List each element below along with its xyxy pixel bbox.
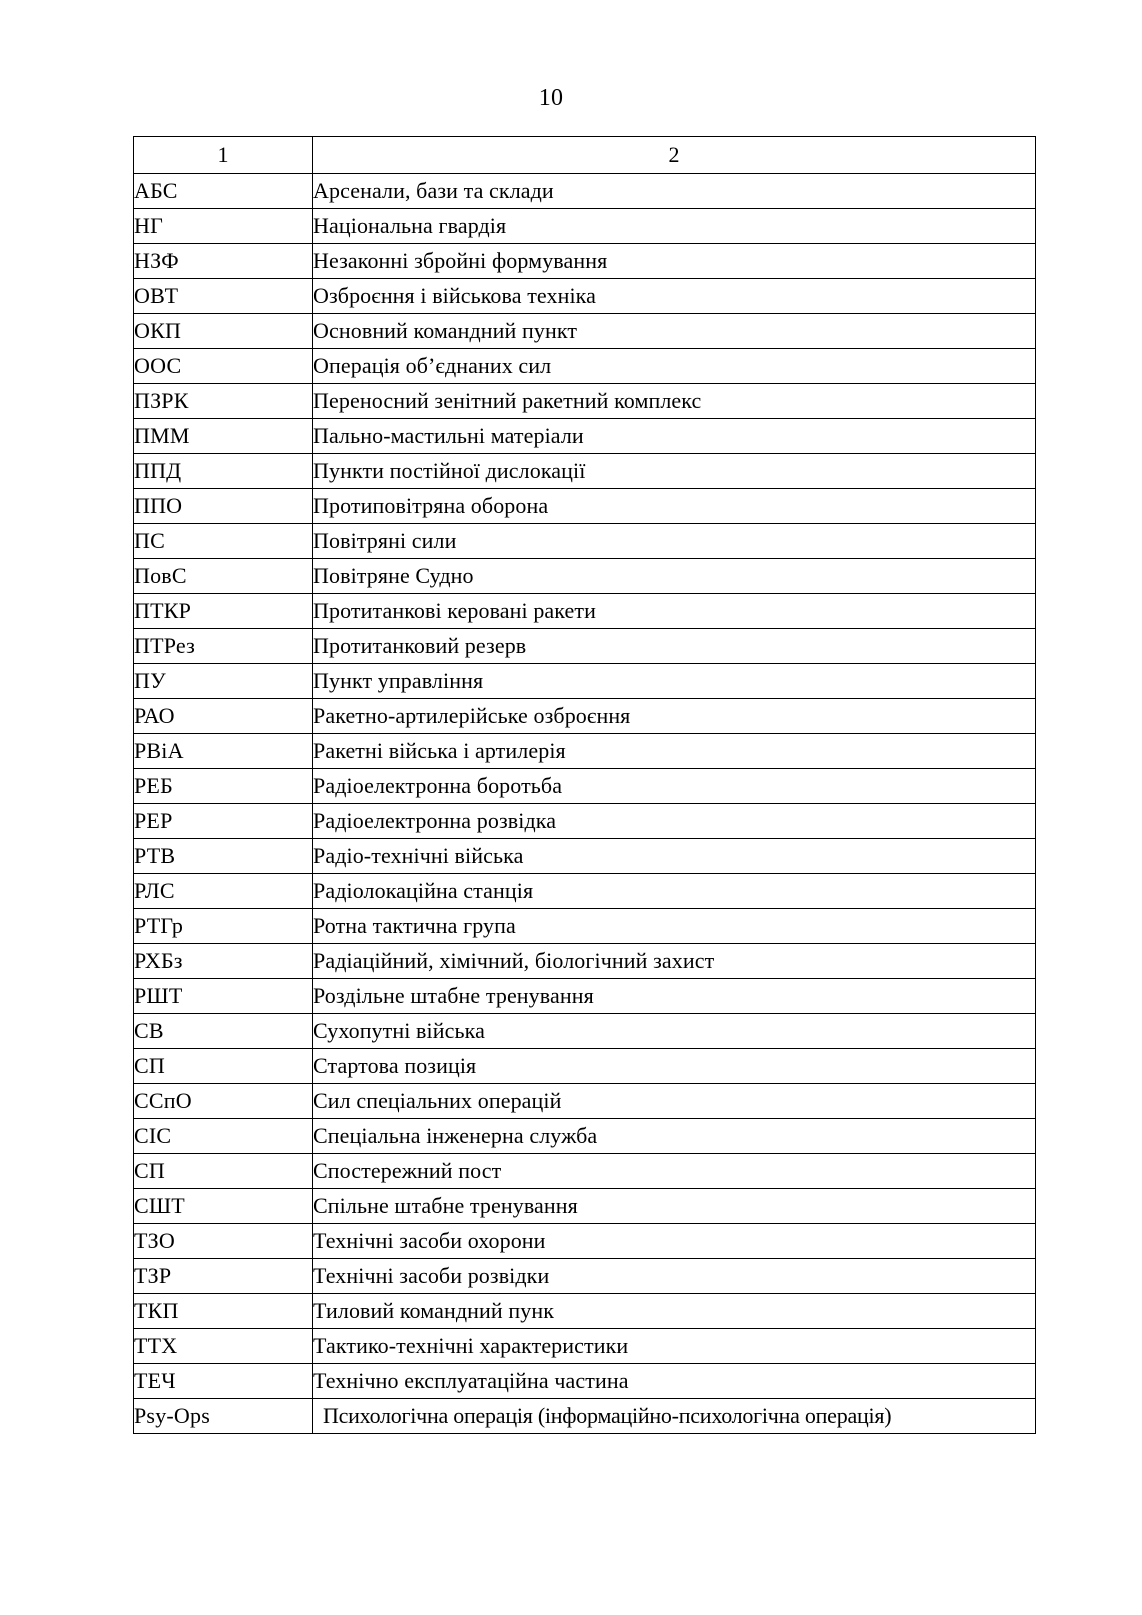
abbreviation-cell: ПММ — [134, 419, 313, 454]
abbreviation-cell: ПТКР — [134, 594, 313, 629]
table-row — [134, 1224, 1036, 1259]
description-cell: Технічні засоби розвідки — [313, 1259, 1036, 1294]
abbreviation-cell: ОКП — [134, 314, 313, 349]
description-cell: Національна гвардія — [313, 209, 1036, 244]
table-row — [134, 769, 1036, 804]
abbreviation-cell: ТЕЧ — [134, 1364, 313, 1399]
abbreviation-cell: ТЗО — [134, 1224, 313, 1259]
table-row — [134, 909, 1036, 944]
abbreviation-cell: РЕБ — [134, 769, 313, 804]
description-cell: Пункт управління — [313, 664, 1036, 699]
table-body — [134, 174, 1036, 1434]
abbreviation-cell: НЗФ — [134, 244, 313, 279]
abbreviation-cell: ППД — [134, 454, 313, 489]
abbreviation-cell: РХБз — [134, 944, 313, 979]
table-row — [134, 1364, 1036, 1399]
abbreviation-cell: РТГр — [134, 909, 313, 944]
table-row — [134, 1259, 1036, 1294]
table-row — [134, 174, 1036, 209]
description-cell: Ракетні війська і артилерія — [313, 734, 1036, 769]
description-cell: Технічні засоби охорони — [313, 1224, 1036, 1259]
table-row — [134, 1189, 1036, 1224]
table-row — [134, 559, 1036, 594]
table-row — [134, 594, 1036, 629]
table-row — [134, 629, 1036, 664]
abbreviation-cell: ПУ — [134, 664, 313, 699]
table-row — [134, 314, 1036, 349]
table-header-row — [134, 137, 1036, 174]
abbreviation-cell: ПТРез — [134, 629, 313, 664]
description-cell: Роздільне штабне тренування — [313, 979, 1036, 1014]
table-row — [134, 944, 1036, 979]
table-row — [134, 489, 1036, 524]
table-header — [134, 137, 1036, 174]
description-cell: Незаконні збройні формування — [313, 244, 1036, 279]
abbreviation-cell: РШТ — [134, 979, 313, 1014]
description-cell: Сил спеціальних операцій — [313, 1084, 1036, 1119]
description-cell: Тактико-технічні характеристики — [313, 1329, 1036, 1364]
abbreviation-cell: ППО — [134, 489, 313, 524]
abbreviation-cell: НГ — [134, 209, 313, 244]
description-cell: Радіолокаційна станція — [313, 874, 1036, 909]
abbreviation-cell: РВіА — [134, 734, 313, 769]
description-cell: Ротна тактична група — [313, 909, 1036, 944]
abbreviation-cell: ПЗРК — [134, 384, 313, 419]
table-row — [134, 454, 1036, 489]
table-row — [134, 699, 1036, 734]
description-cell: Ракетно-артилерійське озброєння — [313, 699, 1036, 734]
table-row — [134, 734, 1036, 769]
table-row — [134, 839, 1036, 874]
abbreviation-cell: Psy-Ops — [134, 1399, 313, 1434]
table-row — [134, 1329, 1036, 1364]
table-row — [134, 664, 1036, 699]
description-cell: Радіоелектронна боротьба — [313, 769, 1036, 804]
table-row — [134, 1154, 1036, 1189]
abbreviation-cell: СП — [134, 1154, 313, 1189]
abbreviation-cell: РЛС — [134, 874, 313, 909]
description-cell: Протитанковий резерв — [313, 629, 1036, 664]
abbreviations-table — [133, 136, 1036, 1434]
abbreviation-cell: ПовС — [134, 559, 313, 594]
abbreviation-cell: РТВ — [134, 839, 313, 874]
abbreviation-cell: ОВТ — [134, 279, 313, 314]
abbreviation-cell: СП — [134, 1049, 313, 1084]
description-cell: Озброєння і військова техніка — [313, 279, 1036, 314]
table-row — [134, 804, 1036, 839]
description-cell: Тиловий командний пунк — [313, 1294, 1036, 1329]
description-cell: Пально-мастильні матеріали — [313, 419, 1036, 454]
description-cell: Протиповітряна оборона — [313, 489, 1036, 524]
table-row — [134, 1294, 1036, 1329]
table-row — [134, 1084, 1036, 1119]
table-row — [134, 384, 1036, 419]
description-cell: Спільне штабне тренування — [313, 1189, 1036, 1224]
description-cell: Радіоелектронна розвідка — [313, 804, 1036, 839]
abbreviation-cell: ПС — [134, 524, 313, 559]
description-cell: Протитанкові керовані ракети — [313, 594, 1036, 629]
abbreviations-table-container — [133, 136, 1035, 1434]
description-cell: Психологічна операція (інформаційно-психологічна операція) — [313, 1399, 1036, 1434]
table-row — [134, 874, 1036, 909]
table-row — [134, 1119, 1036, 1154]
description-cell: Основний командний пункт — [313, 314, 1036, 349]
description-cell: Сухопутні війська — [313, 1014, 1036, 1049]
abbreviation-cell: ТЗР — [134, 1259, 313, 1294]
table-row — [134, 1049, 1036, 1084]
table-row — [134, 209, 1036, 244]
table-row — [134, 524, 1036, 559]
abbreviation-cell: РАО — [134, 699, 313, 734]
table-row — [134, 979, 1036, 1014]
page-number: 10 — [538, 85, 564, 111]
description-cell: Операція об’єднаних сил — [313, 349, 1036, 384]
column-header-description: 2 — [313, 137, 1036, 174]
table-row — [134, 279, 1036, 314]
table-row — [134, 1399, 1036, 1434]
description-cell: Арсенали, бази та склади — [313, 174, 1036, 209]
description-cell: Повітряне Судно — [313, 559, 1036, 594]
abbreviation-cell: ТТХ — [134, 1329, 313, 1364]
abbreviation-cell: СВ — [134, 1014, 313, 1049]
abbreviation-cell: СШТ — [134, 1189, 313, 1224]
description-cell: Спеціальна інженерна служба — [313, 1119, 1036, 1154]
abbreviation-cell: ООС — [134, 349, 313, 384]
abbreviation-cell: ССпО — [134, 1084, 313, 1119]
description-cell: Технічно експлуатаційна частина — [313, 1364, 1036, 1399]
abbreviation-cell: РЕР — [134, 804, 313, 839]
column-header-abbreviation: 1 — [134, 137, 313, 174]
abbreviation-cell: АБС — [134, 174, 313, 209]
description-cell: Радіо-технічні війська — [313, 839, 1036, 874]
abbreviation-cell: ТКП — [134, 1294, 313, 1329]
description-cell: Спостережний пост — [313, 1154, 1036, 1189]
description-cell: Пункти постійної дислокації — [313, 454, 1036, 489]
description-cell: Переносний зенітний ракетний комплекс — [313, 384, 1036, 419]
table-row — [134, 1014, 1036, 1049]
table-row — [134, 244, 1036, 279]
table-row — [134, 349, 1036, 384]
description-cell: Радіаційний, хімічний, біологічний захист — [313, 944, 1036, 979]
description-cell: Повітряні сили — [313, 524, 1036, 559]
table-row — [134, 419, 1036, 454]
description-cell: Стартова позиція — [313, 1049, 1036, 1084]
abbreviation-cell: СІС — [134, 1119, 313, 1154]
